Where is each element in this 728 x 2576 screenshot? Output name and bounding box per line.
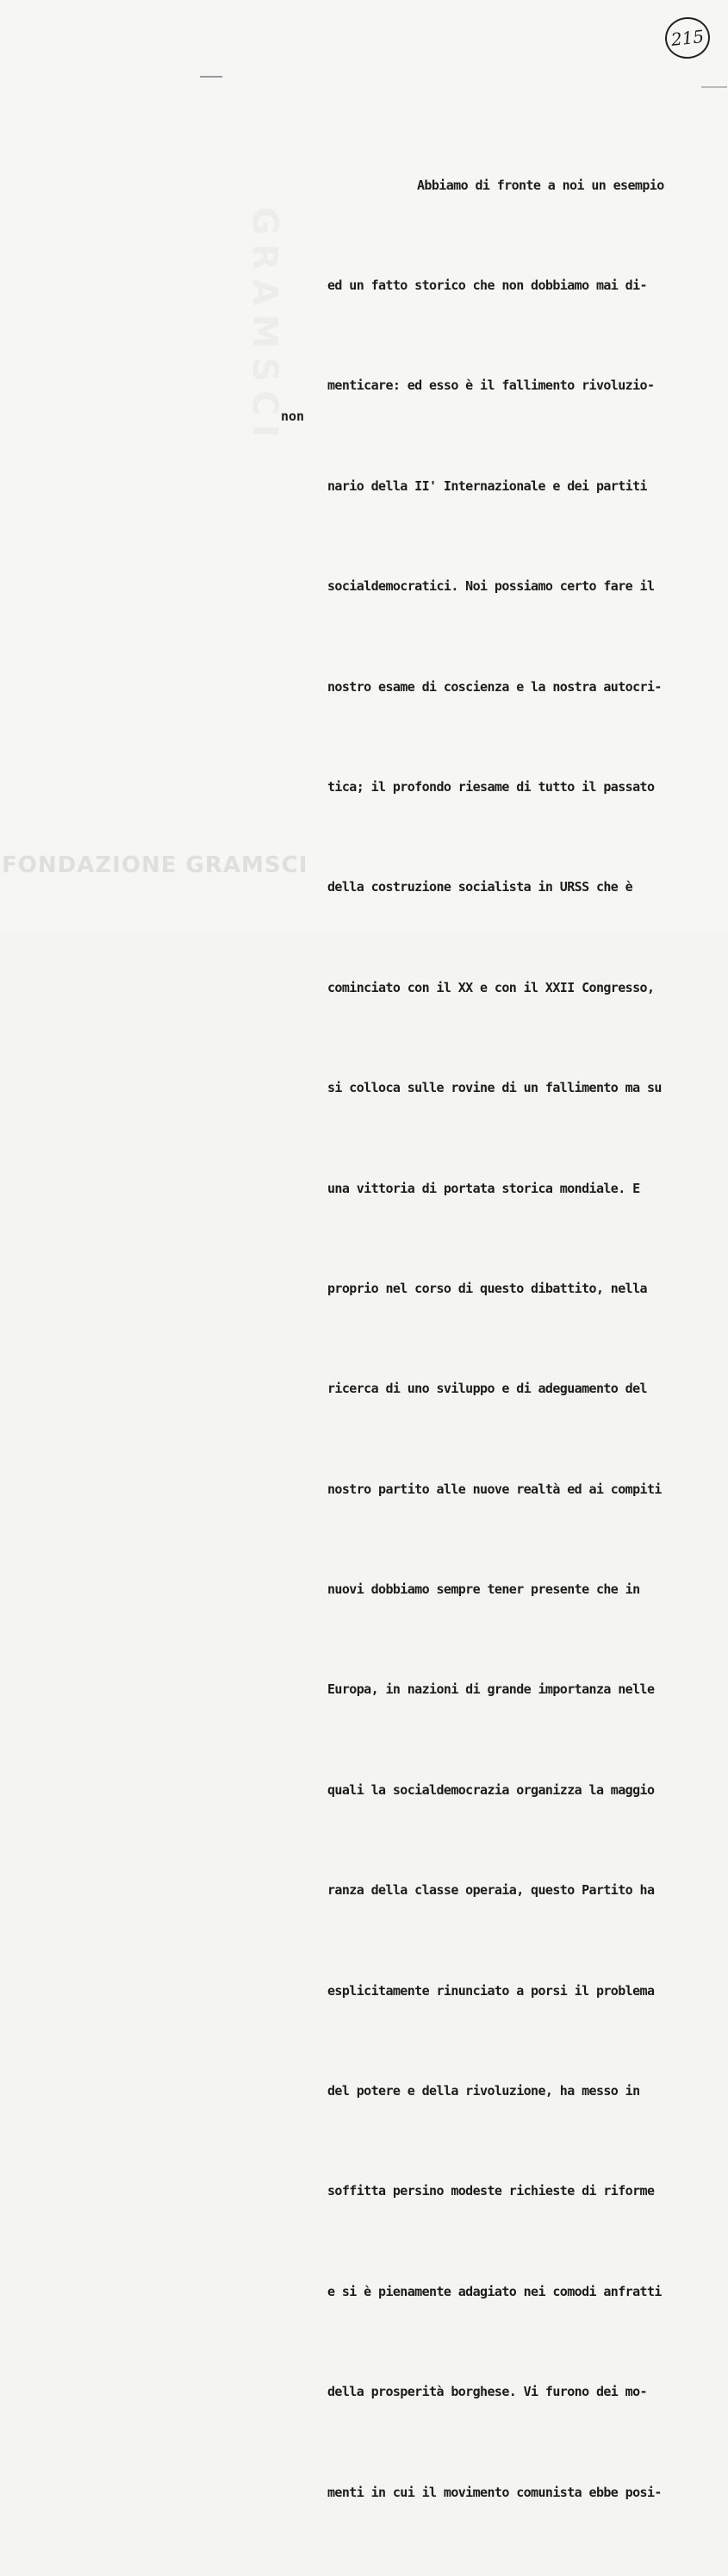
text-line: cominciato con il XX e con il XXII Congresso, — [327, 979, 655, 995]
text-line: soffitta persino modeste richieste di riforme — [327, 2183, 655, 2199]
text-line: menticare: ed esso è il fallimento rivoluzio- — [327, 377, 655, 394]
watermark-vertical: GRAMSCI — [245, 207, 284, 446]
text-line: nario della II' Internazionale e dei partiti — [327, 477, 647, 494]
text-line: nostro partito alle nuove realtà ed ai compiti — [327, 1481, 662, 1497]
page-number — [663, 15, 712, 60]
text-line: ranza della classe operaia, questo Partito ha — [327, 1882, 655, 1899]
text-line: si colloca sulle rovine di un fallimento ma su — [327, 1080, 662, 1096]
text-line: del potere e della rivoluzione, ha messo in — [327, 2083, 640, 2099]
margin-mark — [200, 76, 222, 78]
watermark-logo: FONDAZIONE GRAMSCI — [2, 852, 308, 878]
text-line: ed un fatto storico che non dobbiamo mai di- — [327, 277, 647, 293]
text-line: menti in cui il movimento comunista ebbe posi- — [327, 2484, 662, 2500]
text-line: Abbiamo di fronte a noi un esempio — [417, 177, 664, 193]
text-line: Europa, in nazioni di grande importanza nelle — [327, 1681, 655, 1698]
text-line: tica; il profondo riesame di tutto il passato — [327, 778, 655, 795]
text-line: esplicitamente rinunciato a porsi il problema — [327, 1982, 655, 1999]
text-line: nuovi dobbiamo sempre tener presente che in — [327, 1581, 640, 1598]
page-number-text: 215 — [669, 26, 706, 50]
typed-text-block — [327, 102, 706, 2576]
text-line: della costruzione socialista in URSS che è — [327, 879, 633, 895]
text-line: socialdemocratici. Noi possiamo certo fare il — [327, 578, 655, 595]
margin-note: non — [281, 409, 305, 424]
text-line: quali la socialdemocrazia organizza la maggio — [327, 1781, 655, 1798]
text-line: della prosperità borghese. Vi furono dei mo- — [327, 2384, 647, 2400]
text-line: e si è pienamente adagiato nei comodi anfratti — [327, 2283, 662, 2299]
margin-mark — [701, 86, 727, 88]
text-line: ricerca di uno sviluppo e di adeguamento del — [327, 1381, 647, 1397]
text-line: nostro esame di coscienza e la nostra autocri- — [327, 678, 662, 695]
text-line: proprio nel corso di questo dibattito, nella — [327, 1280, 647, 1296]
text-line: una vittoria di portata storica mondiale. E — [327, 1180, 640, 1196]
